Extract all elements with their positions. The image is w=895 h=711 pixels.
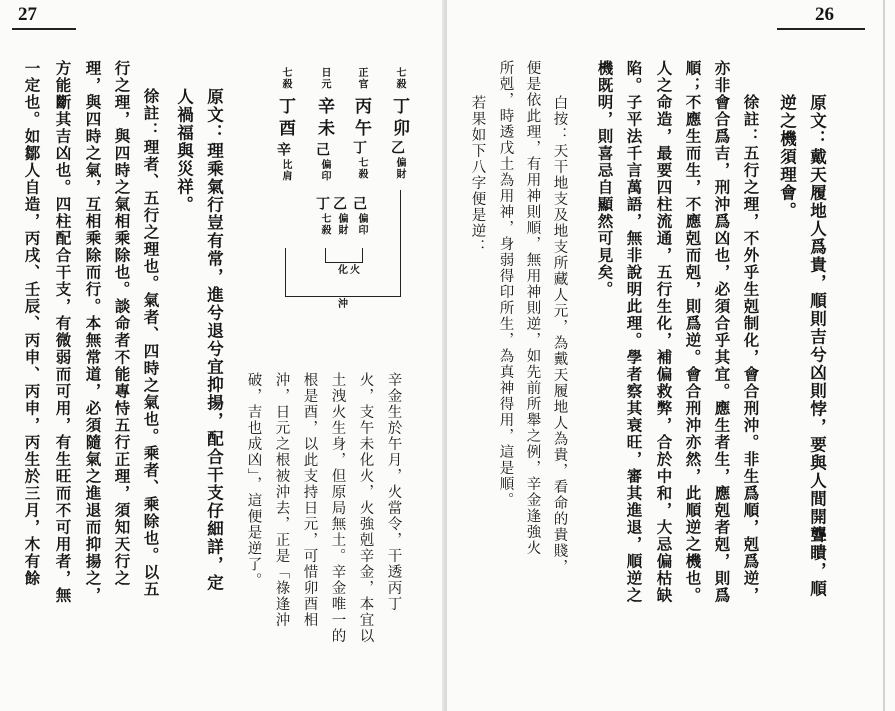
- pillar2-god: 正官: [356, 67, 367, 90]
- left-original-col1: 原文：理乘氣行豈有常，進兮退兮宜抑揚，配合干支仔細詳，定: [204, 88, 224, 592]
- pillar3-hidden2-god: 七殺: [319, 213, 330, 236]
- pillar4-stem: 丁: [275, 97, 295, 116]
- pillar3-hidden2-stem: 丁: [314, 196, 330, 212]
- left-commentary-col3: 理，與四時之氣，互相乘除而行。本無常道，必須隨氣之進退而抑揚之，: [83, 60, 103, 604]
- left-commentary-col1: 徐註：理者、五行之理也。氣者、四時之氣也。乘者、乘除也。以五: [141, 88, 161, 598]
- pillar1-branch: 卯: [389, 119, 409, 138]
- pillar3-hidden1-god: 偏印: [319, 159, 330, 182]
- pillar2-stem: 丙: [351, 97, 371, 116]
- pillar1-hidden1-stem: 乙: [389, 140, 405, 156]
- pillar3-branch: 未: [314, 119, 334, 138]
- analysis-col2: 火，支午未化火，火強剋辛金，本宜以: [357, 372, 374, 644]
- pillar4-god: 七殺: [280, 67, 291, 90]
- huahuo-bracket-right: [362, 248, 363, 262]
- pillar4-hidden1-god: 比肩: [280, 159, 291, 182]
- note-col3: 所剋，時透戊土為用神，身弱得印所生，為真神得用，這是順。: [497, 60, 514, 508]
- chong-bracket-right: [400, 190, 401, 296]
- pillar4-branch: 酉: [275, 119, 295, 138]
- pillar3-god: 日元: [319, 67, 330, 90]
- pillar2-hidden1-god: 七殺: [356, 157, 367, 180]
- pillar1-god: 七殺: [394, 67, 405, 90]
- pillar2-branch: 午: [351, 119, 371, 138]
- left-original-col2: 人禍福與災祥。: [174, 88, 194, 214]
- page-edge-line: [883, 0, 885, 711]
- pillar1-hidden1-god: 偏財: [394, 157, 405, 180]
- left-commentary-col5: 一定也。如鄒人自造，丙戌、壬辰、丙申、丙申，丙生於三月，木有餘: [22, 60, 42, 587]
- pillar3-hidden1-stem: 己: [314, 142, 330, 158]
- note-col4: 若果如下八字便是逆：: [469, 95, 486, 255]
- left-page: [0, 0, 447, 711]
- relation-huahuo-label: 化火: [338, 265, 362, 276]
- analysis-col6: 破，吉也成凶」，這便是逆了。: [245, 372, 262, 589]
- right-commentary-col4: 人之命造，最要四柱流通，五行生化，補偏救弊，合於中和，大忌偏枯缺: [654, 60, 674, 604]
- chong-bracket-base: [285, 296, 401, 297]
- left-commentary-col4: 方能斷其吉凶也。四柱配合干支，有微弱而可用，有生旺而不可用者，無: [53, 60, 73, 604]
- right-original-col2: 逆之機須理會。: [777, 94, 797, 220]
- right-commentary-col1: 徐註：五行之理，不外乎生剋制化，會合刑沖。非生爲順，剋爲逆，: [741, 94, 761, 604]
- left-commentary-col2: 行之理，與四時之氣相乘除也。談命者不能專恃五行正理，須知天行之: [112, 60, 132, 587]
- pillar4-hidden1-stem: 辛: [275, 142, 291, 158]
- pillar3-stem: 辛: [314, 97, 334, 116]
- analysis-col3: 土洩火生身，但原局無土。辛金唯一的: [329, 372, 346, 644]
- right-commentary-col2: 亦非會合爲吉，刑沖爲凶也，必須合乎其宜。應生者生，應剋者剋，則爲: [712, 60, 732, 604]
- pillar1-stem: 丁: [389, 97, 409, 116]
- note-col2: 便是依此理，有用神則順，無用神則逆，如先前所舉之例，辛金逢強火: [524, 60, 541, 556]
- page-number-left: 27: [18, 4, 37, 25]
- analysis-col4: 根是酉，以此支持日元，可惜卯酉相: [301, 372, 318, 628]
- pillar2-hidden2-god: 偏印: [356, 213, 367, 236]
- analysis-col5: 沖，日元之根被沖去，正是「祿逢沖: [273, 372, 290, 628]
- right-original-col1: 原文：戴天履地人爲貴，順則吉兮凶則悖，要與人間開聾瞶，順: [807, 94, 827, 598]
- right-commentary-col5: 陷。子平法千言萬語，無非說明此理。學者察其衰旺，審其進退，順逆之: [624, 60, 644, 604]
- huahuo-bracket-left: [325, 248, 326, 262]
- huahuo-bracket-base: [325, 262, 363, 263]
- right-commentary-col6: 機既明，則喜忌自顯然可見矣。: [595, 60, 615, 298]
- header-rule-right: [777, 28, 865, 30]
- relation-chong-label: 沖: [338, 299, 350, 310]
- right-commentary-col3: 順；不應生而生，不應剋而剋，則爲逆。會合刑沖亦然，此順逆之機也。: [683, 60, 703, 604]
- header-rule-left: [12, 28, 76, 30]
- pillar3-hidden3-god: 偏財: [336, 213, 347, 236]
- pillar2-hidden1-stem: 丁: [351, 140, 367, 156]
- analysis-col1: 辛金生於午月，火當令，干透丙丁: [385, 372, 402, 612]
- page-number-right: 26: [815, 4, 834, 25]
- pillar2-hidden2-stem: 己: [351, 196, 367, 212]
- note-col1: 白按：天干地支及地支所藏人元，為戴天履地人為貴，看命的貴賤，: [551, 95, 568, 575]
- chong-bracket-left: [285, 248, 286, 296]
- pillar3-hidden3-stem: 乙: [331, 196, 347, 212]
